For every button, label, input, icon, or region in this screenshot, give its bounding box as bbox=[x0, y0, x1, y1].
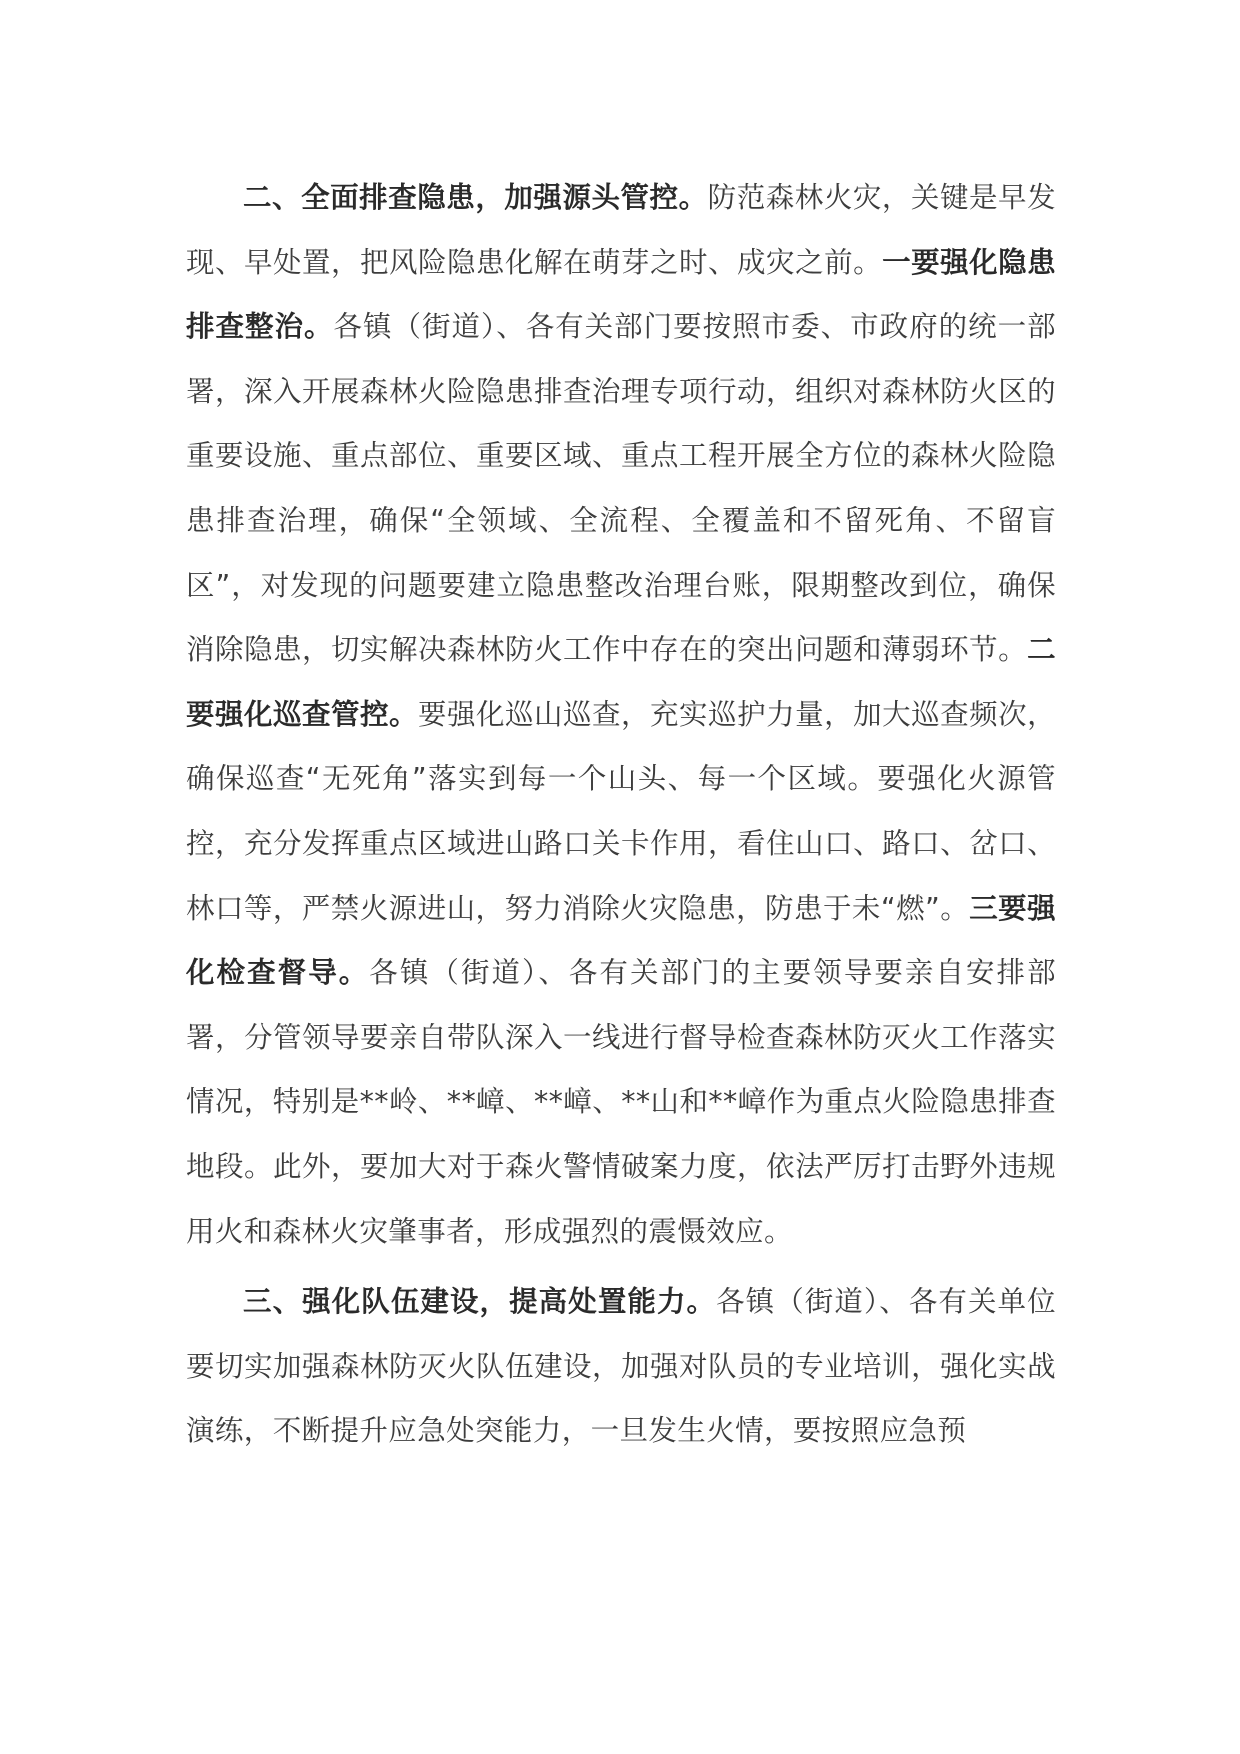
body-text: 防范森林火灾，关键是早发现、早处置，把风险隐患化解在萌芽之时、成灾之前。 bbox=[186, 181, 1056, 279]
document-body bbox=[186, 166, 1056, 1470]
paragraph-hazard-inspection bbox=[186, 166, 1056, 1264]
sub-heading-3: 三要强化检查督导。 bbox=[186, 891, 1057, 990]
section-heading-2: 二、全面排查隐患，加强源头管控。 bbox=[243, 181, 708, 214]
body-text: 要强化巡山巡查，充实巡护力量，加大巡查频次，确保巡查“无死角”落实到每一个山头、每一个区域。要强化火源管控，充分发挥重点区域进山路口关卡作用，看住山口、路口、岔口、林口等，严禁火源进山，努力消除火灾隐患，防患于未“燃”。 bbox=[186, 697, 1056, 925]
body-text: 各镇（街道）、各有关部门要按照市委、市政府的统一部署，深入开展森林火险隐患排查治理专项行动，组织对森林防火区的重要设施、重点部位、重要区域、重点工程开展全方位的森林火险隐患排查治理，确保“全领域、全流程、全覆盖和不留死角、不留盲区”，对发现的问题要建立隐患整改治理台账，限期整改到位，确保消除隐患，切实解决森林防火工作中存在的突出问题和薄弱环节。 bbox=[186, 310, 1056, 667]
section-heading-3: 三、强化队伍建设，提高处置能力。 bbox=[243, 1285, 717, 1319]
sub-heading-1: 一要强化隐患排查整治。 bbox=[186, 245, 1056, 344]
body-text: 各镇（街道）、各有关单位要切实加强森林防灭火队伍建设，加强对队员的专业培训，强化实战演练，不断提升应急处突能力，一旦发生火情，要按照应急预 bbox=[186, 1285, 1056, 1448]
sub-heading-2: 二要强化巡查管控。 bbox=[186, 633, 1056, 731]
paragraph-team-building bbox=[186, 1270, 1056, 1464]
body-text: 各镇（街道）、各有关部门的主要领导要亲自安排部署，分管领导要亲自带队深入一线进行督导检查森林防灭火工作落实情况，特别是**岭、**嶂、**嶂、**山和**嶂作为重点火险隐患排查地段。此外，要加大对于森火警情破案力度，依法严厉打击野外违规用火和森林火灾肇事者，形成强烈的震慑效应。 bbox=[186, 956, 1057, 1248]
